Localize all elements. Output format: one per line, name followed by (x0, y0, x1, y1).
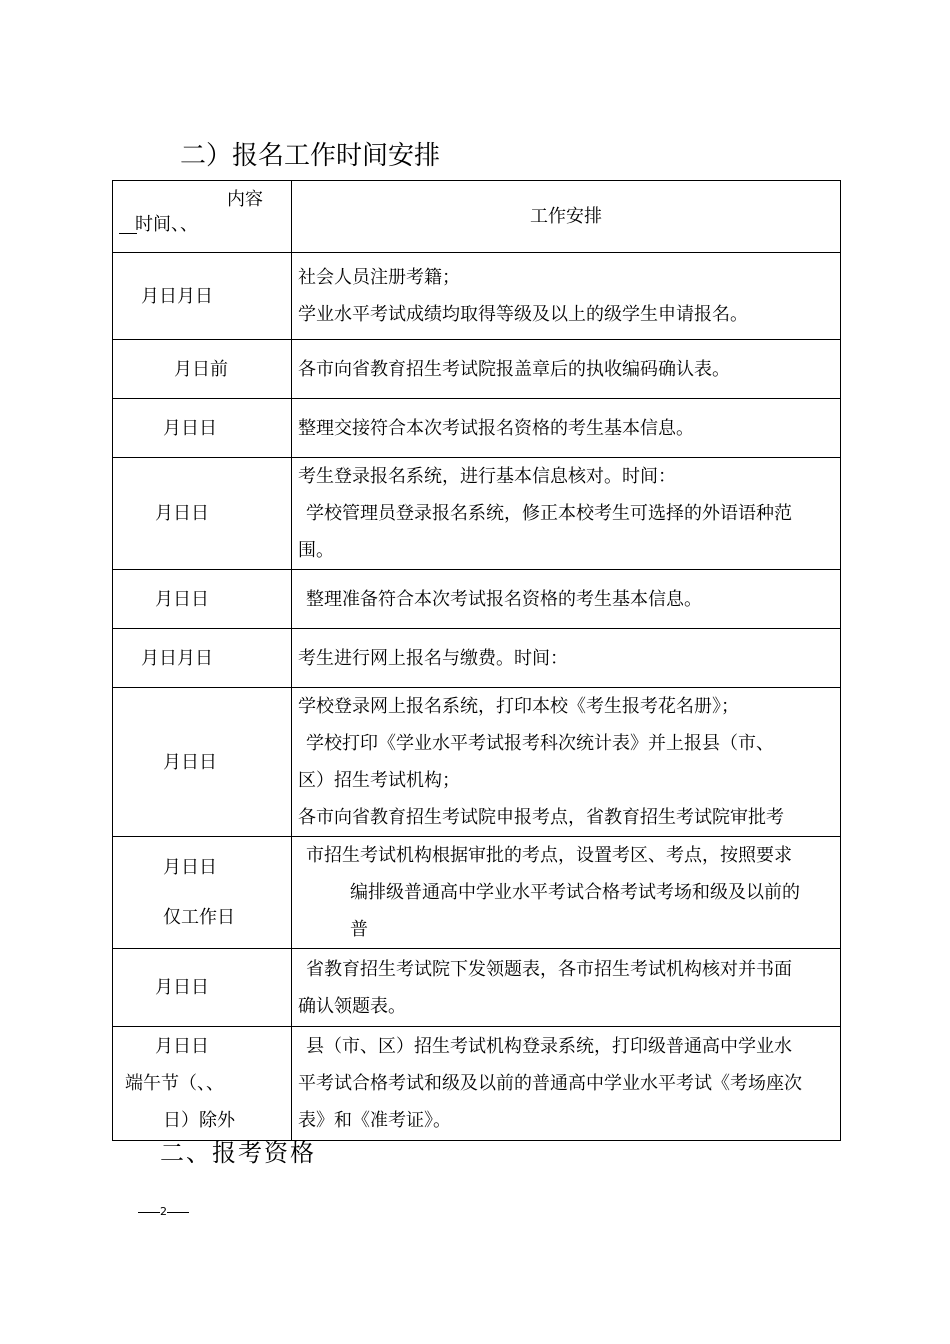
page-number (138, 1205, 189, 1218)
time-cell (113, 570, 292, 629)
cell-text-line: 月日月日 (141, 647, 213, 669)
cell-text-line: 区）招生考试机构； (298, 770, 460, 791)
cell-text-line: 学校管理员登录报名系统，修正本校考生可选择的外语语种范 (306, 503, 792, 524)
cell-text-line: 表》和《准考证》。 (298, 1110, 451, 1131)
table-row (113, 458, 841, 570)
cell-text-line: 端午节（、、 (125, 1073, 224, 1094)
cell-text-line: 月日日 (163, 417, 217, 439)
work-cell (292, 458, 841, 570)
page-number-value: 2 (160, 1205, 167, 1218)
cell-text-line: 整理准备符合本次考试报名资格的考生基本信息。 (306, 588, 702, 610)
cell-text-line: 月日日 (163, 751, 217, 773)
work-cell (292, 570, 841, 629)
schedule-table (112, 180, 841, 1141)
table-row (113, 399, 841, 458)
cell-text-line: 社会人员注册考籍； (298, 267, 460, 288)
cell-text-line: 月日月日 (141, 285, 213, 307)
cell-text-line: 围。 (298, 540, 334, 561)
table-row (113, 629, 841, 688)
time-cell (113, 688, 292, 837)
time-cell (113, 629, 292, 688)
cell-text-line: 确认领题表。 (298, 995, 406, 1017)
table-row (113, 253, 841, 340)
header-work-cell: 工作安排 (292, 181, 841, 253)
work-cell (292, 340, 841, 399)
table-row (113, 570, 841, 629)
table-row (113, 837, 841, 949)
time-cell (113, 1027, 292, 1141)
cell-text-line: 整理交接符合本次考试报名资格的考生基本信息。 (298, 417, 694, 439)
time-cell (113, 399, 292, 458)
cell-text-line: 学校登录网上报名系统，打印本校《考生报考花名册》； (298, 696, 739, 717)
cell-text-line: 月日日 (155, 1036, 209, 1057)
cell-text-line: 编排级普通高中学业水平考试合格考试考场和级及以前的 (350, 882, 800, 903)
work-cell (292, 949, 841, 1027)
cell-text-line: 学校打印《学业水平考试报考科次统计表》并上报县（市、 (306, 733, 774, 754)
work-cell (292, 837, 841, 949)
time-cell (113, 949, 292, 1027)
section-2-heading: 二、报考资格 (160, 1139, 316, 1167)
cell-text-line: 各市向省教育招生考试院报盖章后的执收编码确认表。 (298, 358, 730, 380)
cell-text-line: 各市向省教育招生考试院申报考点，省教育招生考试院审批考 (298, 807, 784, 828)
table-row (113, 340, 841, 399)
time-cell (113, 458, 292, 570)
cell-text-line: 平考试合格考试和级及以前的普通高中学业水平考试《考场座次 (298, 1073, 802, 1094)
cell-text-line: 县（市、区）招生考试机构登录系统，打印级普通高中学业水 (306, 1036, 792, 1057)
table-row (113, 688, 841, 837)
cell-text-line: 考生登录报名系统，进行基本信息核对。时间： (298, 466, 676, 487)
cell-text-line: 普 (350, 919, 368, 940)
cell-text-line: 月日日 (155, 588, 209, 610)
work-cell (292, 1027, 841, 1141)
cell-text-line: 市招生考试机构根据审批的考点，设置考区、考点，按照要求 (306, 845, 792, 866)
page-number-left-bar (138, 1212, 160, 1213)
cell-text-line: 月日日 (163, 856, 217, 878)
cell-text-line: 考生进行网上报名与缴费。时间： (298, 647, 568, 669)
cell-text-line: 日）除外 (163, 1110, 235, 1131)
table-row (113, 1027, 841, 1141)
work-cell (292, 253, 841, 340)
corner-content-label: 内容 (227, 189, 263, 210)
cell-text-line: 学业水平考试成绩均取得等级及以上的级学生申请报名。 (298, 304, 748, 325)
table-row (113, 949, 841, 1027)
table-header-row (113, 181, 841, 253)
section-heading: 二）报名工作时间安排 (180, 141, 441, 171)
corner-cell (113, 181, 292, 253)
work-cell (292, 688, 841, 837)
cell-text-line: 省教育招生考试院下发领题表，各市招生考试机构核对并书面 (306, 958, 792, 980)
cell-text-line: 月日前 (174, 358, 228, 380)
cell-text-line: 仅工作日 (163, 906, 235, 928)
time-cell (113, 253, 292, 340)
corner-time-label: 时间、、 (135, 214, 198, 235)
time-cell (113, 340, 292, 399)
cell-text-line: 月日日 (155, 503, 209, 524)
time-cell (113, 837, 292, 949)
cell-text-line: 月日日 (155, 977, 209, 998)
page-number-right-bar (167, 1212, 189, 1213)
work-cell (292, 629, 841, 688)
corner-dash (119, 233, 137, 234)
work-cell (292, 399, 841, 458)
